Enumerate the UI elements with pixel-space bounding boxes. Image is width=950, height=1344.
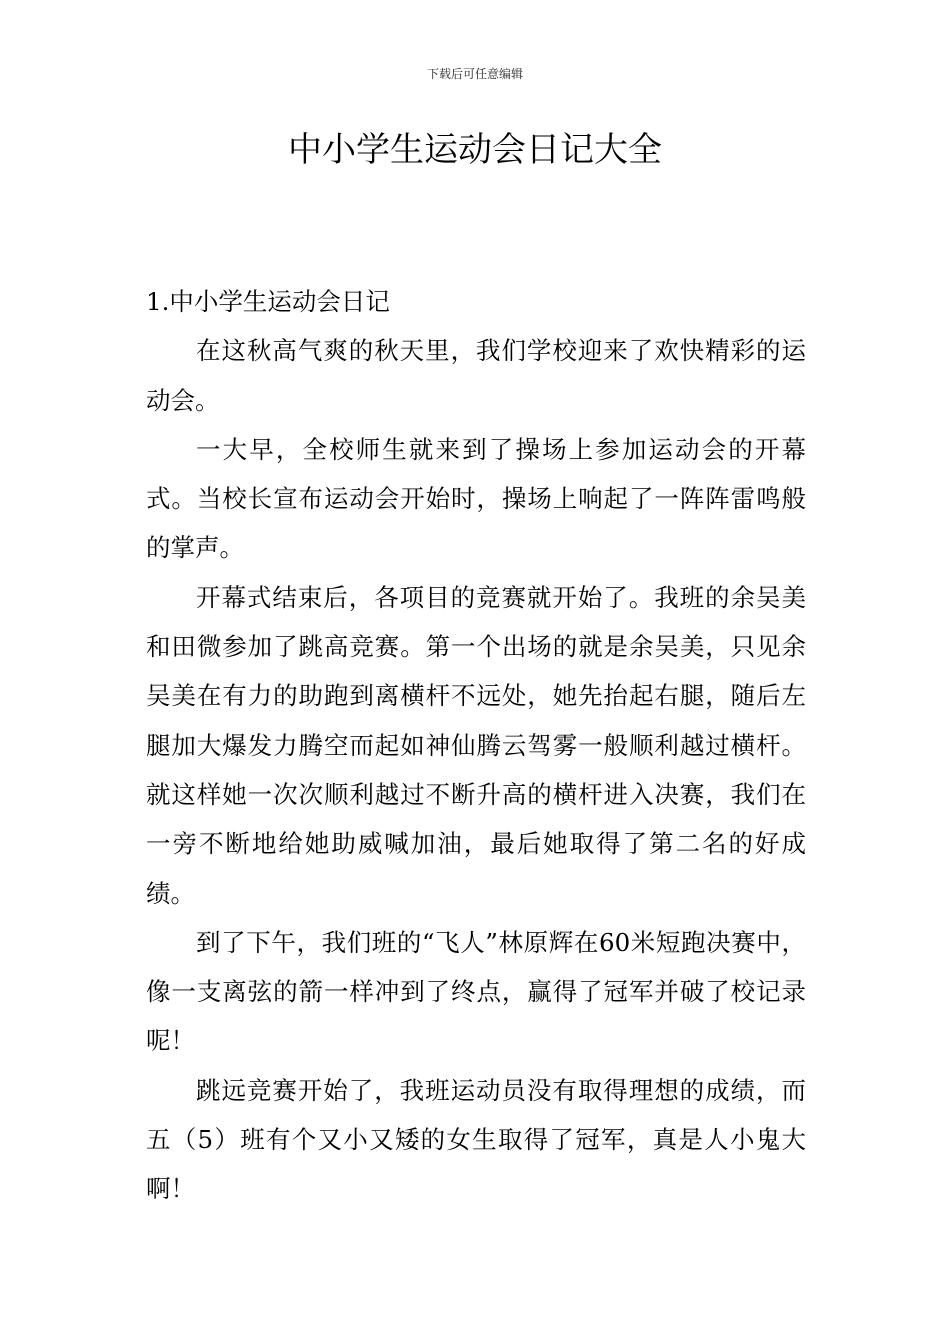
paragraph: 一大早，全校师生就来到了操场上参加运动会的开幕式。当校长宣布运动会开始时，操场上响起了一阵阵雷鸣般的掌声。: [146, 434, 806, 563]
paragraph: 开幕式结束后，各项目的竞赛就开始了。我班的余吴美和田微参加了跳高竞赛。第一个出场的就是余吴美，只见余吴美在有力的助跑到离横杆不远处，她先抬起右腿，随后左腿加大爆发力腾空而起如神仙腾云驾雾一般顺利越过横杆。就这样她一次次顺利越过不断升高的横杆进入决赛，我们在一旁不断地给她助威喊加油，最后她取得了第二名的好成绩。: [146, 582, 806, 908]
section-heading: 1.中小学生运动会日记: [146, 287, 390, 316]
header-note: 下载后可任意编辑: [426, 67, 523, 81]
paragraph: 在这秋高气爽的秋天里，我们学校迎来了欢快精彩的运动会。: [146, 336, 806, 415]
document-title: 中小学生运动会日记大全: [288, 130, 662, 170]
paragraph: 到了下午，我们班的“飞人”林原辉在60米短跑决赛中，像一支离弦的箭一样冲到了终点，赢得了冠军并破了校记录呢！: [146, 927, 806, 1056]
document-body: [146, 277, 806, 1214]
paragraph: 跳远竞赛开始了，我班运动员没有取得理想的成绩，而五（5）班有个又小又矮的女生取得了冠军，真是人小鬼大啊！: [146, 1075, 806, 1204]
